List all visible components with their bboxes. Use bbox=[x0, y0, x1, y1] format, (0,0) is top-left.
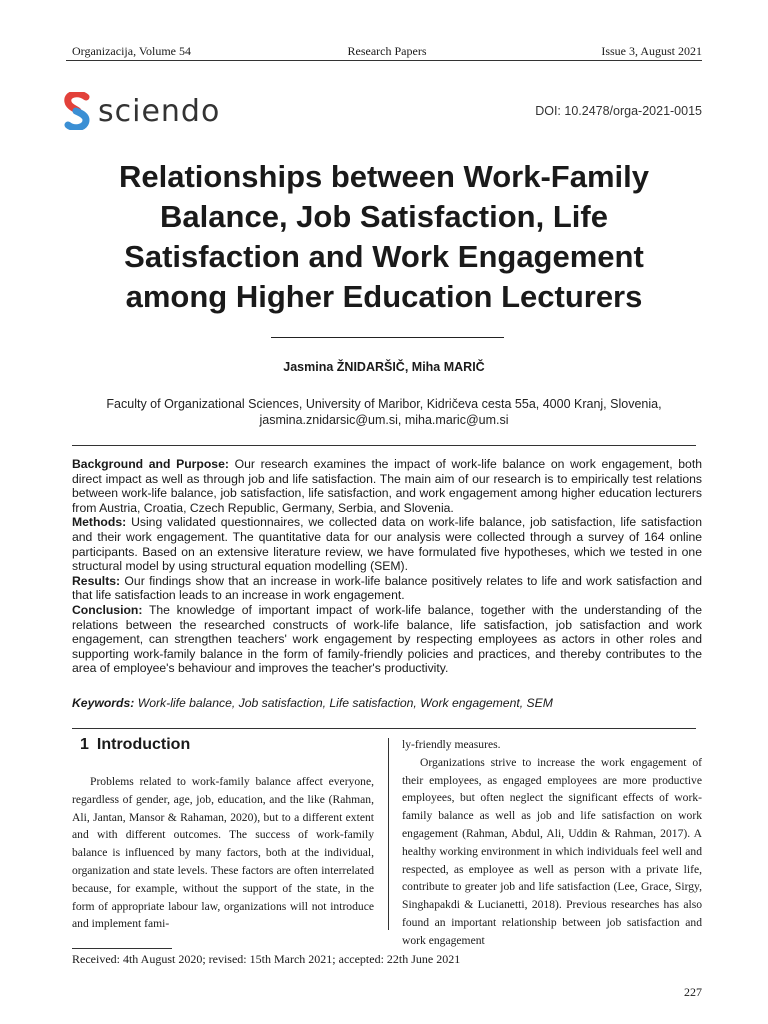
page-number: 227 bbox=[684, 985, 702, 999]
left-column bbox=[72, 736, 374, 933]
title-line: Relationships between Work-Family bbox=[119, 159, 649, 194]
logo-wordmark: sciendo bbox=[98, 93, 221, 129]
right-column bbox=[402, 736, 702, 950]
title-line: Balance, Job Satisfaction, Life bbox=[160, 199, 608, 234]
title-line: among Higher Education Lecturers bbox=[125, 279, 643, 314]
abstract-label: Background and Purpose: bbox=[72, 457, 229, 471]
column-divider bbox=[388, 738, 389, 930]
keywords bbox=[72, 696, 702, 710]
section-number: 1 bbox=[80, 736, 89, 753]
body-top-rule bbox=[72, 728, 696, 729]
issue-date: Issue 3, August 2021 bbox=[601, 44, 702, 58]
abstract-conclusion: Conclusion: The knowledge of important impact of work-life balance, together with the understanding of the relations between the researched constructs of work-life balance, life satisfaction, job satisfaction and work engagement, can strengthen teachers' work engagement by respecting employees as actors in other roles and supporting work-family balance in the form of family-friendly policies and practices, and thereby contributes to the area of employee's behaviour and improves the teacher's productivity. bbox=[72, 602, 702, 676]
abstract-label: Conclusion: bbox=[72, 602, 143, 617]
abstract bbox=[72, 457, 702, 676]
abstract-results: Results: Our findings show that an increase in work-life balance positively relates to life and work satisfaction and that life satisfaction leads to an increase in work engagement. bbox=[72, 573, 702, 603]
title-rule bbox=[271, 337, 504, 338]
authors: Jasmina ŽNIDARŠIČ, Miha MARIČ bbox=[283, 360, 485, 374]
section-heading bbox=[72, 736, 374, 758]
keywords-list: Work-life balance, Job satisfaction, Life satisfaction, Work engagement, SEM bbox=[134, 696, 553, 710]
journal-volume: Organizacija, Volume 54 bbox=[72, 44, 191, 58]
sciendo-logo bbox=[64, 90, 220, 132]
abstract-top-rule bbox=[72, 445, 696, 446]
title-line: Satisfaction and Work Engagement bbox=[124, 239, 644, 274]
body-paragraph: Organizations strive to increase the work engagement of their employees, as engaged employees are more productive employees, but often neglect the significant effects of work-family balance as well as job and life satisfaction on work engagement (Rahman, Abdul, Ali, Uddin & Rahman, 2017). A healthy working environment in which individuals feel well and respected, as employee as well as person with a private life, contribute to greater job and life satisfaction (Lee, Grace, Sirgy, Singhapakdi & Lucianetti, 2018). Previous researches has also found an important relationship between job satisfaction and work engagement bbox=[402, 755, 702, 947]
keywords-label: Keywords: bbox=[72, 696, 135, 710]
affiliation-emails: jasmina.znidarsic@um.si, miha.maric@um.si bbox=[259, 413, 509, 427]
header-rule bbox=[66, 60, 702, 61]
section-label: Research Papers bbox=[347, 44, 427, 58]
abstract-label: Results: bbox=[72, 573, 121, 588]
section-title: Introduction bbox=[96, 736, 191, 753]
paper-title bbox=[80, 157, 688, 317]
abstract-background: Background and Purpose: Our research examines the impact of work-life balance on work engagement, both direct impact as well as through job and life satisfaction. The main aim of our research is to empirically test relations between work-life balance, job satisfaction, life satisfaction, and work engagement among higher education lecturers from Austria, Croatia, Czech Republic, Germany, Serbia, and Slovenia. bbox=[72, 457, 702, 515]
abstract-methods: Methods: Using validated questionnaires, we collected data on work-life balance, job satisfaction, life satisfaction and their work engagement. The quantitative data for our analysis were collected through a survey of 164 online participants. Based on an extensive literature review, we have formulated five hypotheses, which we tested in one structural model by using structural equation modelling (SEM). bbox=[72, 515, 702, 574]
body-paragraph-continuation: ly-friendly measures. bbox=[402, 738, 501, 751]
doi: DOI: 10.2478/orga-2021-0015 bbox=[535, 104, 702, 118]
abstract-label: Methods: bbox=[72, 515, 127, 530]
affiliation bbox=[90, 396, 678, 428]
body-paragraph: Problems related to work-family balance affect everyone, regardless of gender, age, job, education, and the like (Rahman, Ali, Jantan, Mansor & Rahaman, 2020), but to a different extent and with different outcomes. The success of work-family balance is influenced by many factors, both at the individual, organization and state levels. These factors are often interrelated because, for example, without the support of the state, in the form of appropriate labour law, organizations will not introduce and implement fami- bbox=[72, 775, 374, 931]
sciendo-s-icon bbox=[64, 92, 90, 130]
footnote-rule bbox=[72, 948, 172, 949]
footnote-received: Received: 4th August 2020; revised: 15th March 2021; accepted: 22th June 2021 bbox=[72, 952, 461, 966]
affiliation-address: Faculty of Organizational Sciences, University of Maribor, Kidričeva cesta 55a, 4000 Kranj, Slovenia, bbox=[106, 397, 662, 411]
